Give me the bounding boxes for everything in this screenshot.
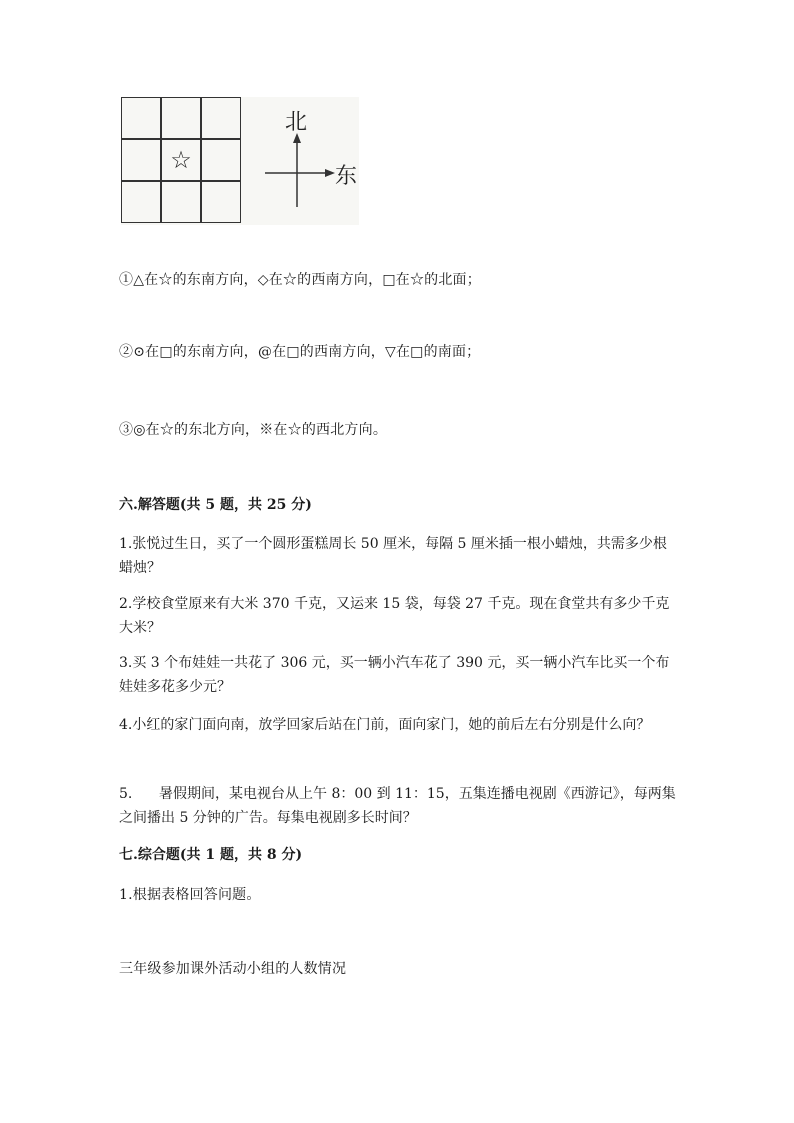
clue-3: ③◎在☆的东北方向，※在☆的西北方向。 bbox=[119, 422, 388, 438]
grid-cell bbox=[201, 139, 241, 181]
section6-heading: 六.解答题(共 5 题，共 25 分) bbox=[119, 497, 312, 513]
clue-1: ①△在☆的东南方向，◇在☆的西南方向，□在☆的北面； bbox=[119, 272, 481, 288]
grid-cell bbox=[201, 181, 241, 223]
section6-question-4: 4.小红的家门面向南，放学回家后站在门前，面向家门，她的前后左右分别是什么向？ bbox=[119, 717, 651, 733]
grid-cell bbox=[121, 139, 161, 181]
section6-question-1: 1.张悦过生日，买了一个圆形蛋糕周长 50 厘米，每隔 5 厘米插一根小蜡烛，共需多少根蜡烛？ bbox=[119, 536, 667, 576]
star-icon: ☆ bbox=[170, 146, 192, 174]
section6-question-5 bbox=[119, 782, 679, 830]
compass-north-label: 北 bbox=[285, 110, 308, 135]
clue-2: ②⊙在□的东南方向，@在□的西南方向，▽在□的南面； bbox=[119, 344, 481, 360]
section7-heading: 七.综合题(共 1 题，共 8 分) bbox=[119, 847, 303, 863]
grid-cell bbox=[121, 181, 161, 223]
table-caption: 三年级参加课外活动小组的人数情况 bbox=[119, 961, 347, 977]
compass bbox=[261, 97, 359, 225]
section6-question-3: 3.买 3 个布娃娃一共花了 306 元，买一辆小汽车花了 390 元，买一辆小汽车比买一个布娃娃多花多少元？ bbox=[119, 655, 670, 695]
grid-cell bbox=[161, 181, 201, 223]
grid-cell bbox=[121, 97, 161, 139]
section7-question-1: 1.根据表格回答问题。 bbox=[119, 887, 261, 903]
question-5-text: 暑假期间，某电视台从上午 8：00 到 11：15，五集连播电视剧《西游记》，每两集之间播出 5 分钟的广告。每集电视剧多长时间？ bbox=[119, 786, 676, 826]
section6-question-2: 2.学校食堂原来有大米 370 千克，又运来 15 袋，每袋 27 千克。现在食堂共有多少千克大米？ bbox=[119, 596, 670, 636]
direction-figure bbox=[121, 97, 359, 225]
compass-east-label: 东 bbox=[335, 164, 358, 189]
grid-cell bbox=[161, 97, 201, 139]
grid-cell bbox=[201, 97, 241, 139]
question-5-number: 5. bbox=[119, 786, 133, 802]
